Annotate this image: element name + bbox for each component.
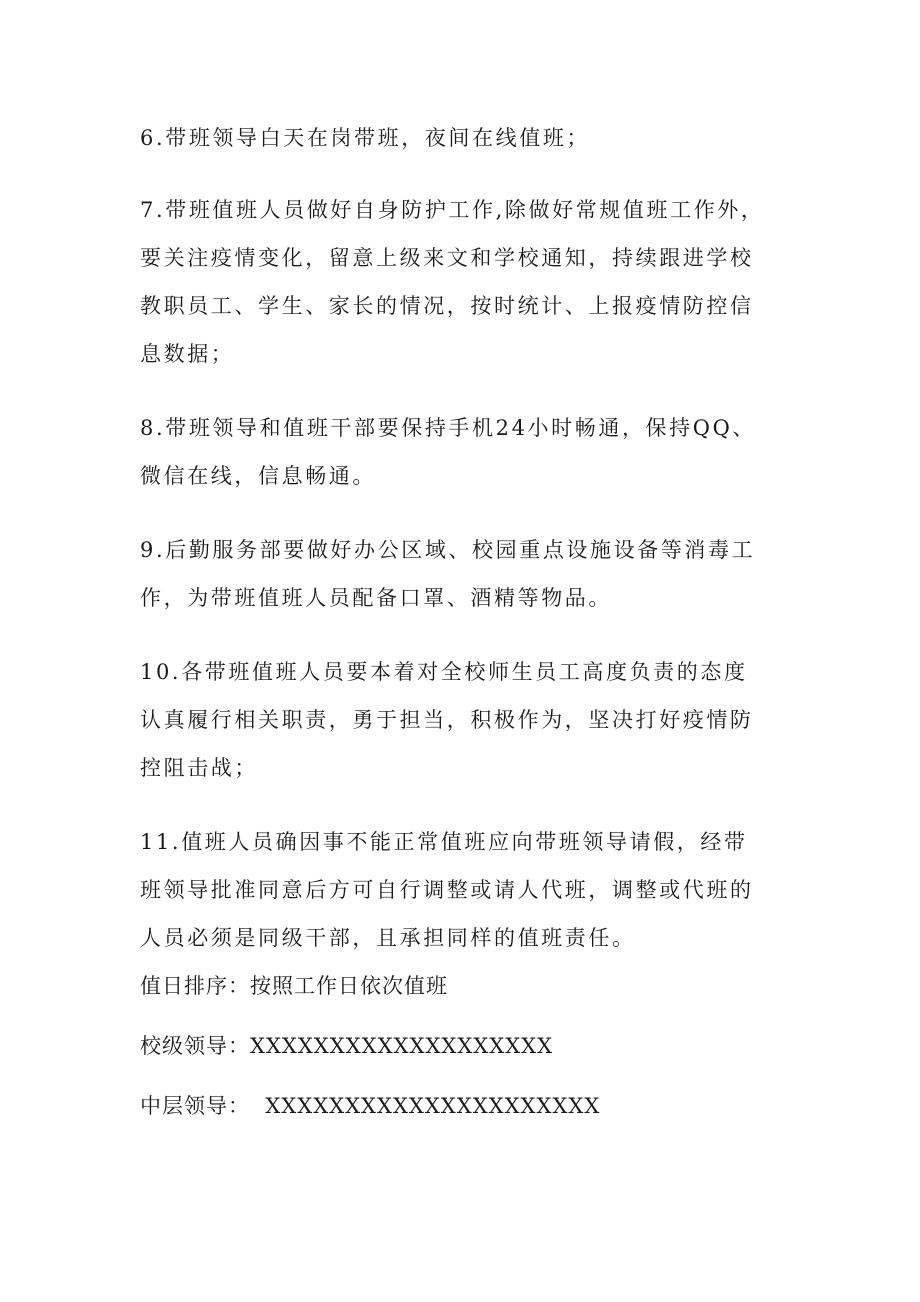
paragraph-6-line-1: 6.带班领导白天在岗带班，夜间在线值班； — [140, 126, 591, 150]
paragraph-9-line-1: 9.后勤服务部要做好办公区域、校园重点设施设备等消毒工 — [140, 538, 756, 562]
paragraph-11-line-3: 人员必须是同级干部，且承担同样的值班责任。 — [140, 926, 636, 950]
paragraph-10-line-2: 认真履行相关职责，勇于担当，积极作为，坚决打好疫情防 — [140, 708, 754, 732]
paragraph-10-line-1: 10.各带班值班人员要本着对全校师生员工高度负责的态度 — [140, 660, 748, 684]
paragraph-11-line-2: 班领导批准同意后方可自行调整或请人代班，调整或代班的 — [140, 878, 754, 902]
paragraph-7-line-1: 7.带班值班人员做好自身防护工作,除做好常规值班工作外， — [140, 198, 765, 222]
paragraph-9-line-2: 作，为带班值班人员配备口罩、酒精等物品。 — [140, 586, 612, 610]
paragraph-8-line-1: 8.带班领导和值班干部要保持手机24小时畅通，保持QQ、 — [140, 416, 756, 440]
duty-order-line: 值日排序：按照工作日依次值班 — [140, 974, 448, 998]
paragraph-10-line-3: 控阻击战； — [140, 756, 258, 780]
paragraph-7-line-2: 要关注疫情变化，留意上级来文和学校通知，持续跟进学校 — [140, 246, 754, 270]
paragraph-8-line-2: 微信在线，信息畅通。 — [140, 464, 376, 488]
school-leader-line: 校级领导：XXXXXXXXXXXXXXXXXXX — [140, 1034, 554, 1058]
middle-leader-line: 中层领导： XXXXXXXXXXXXXXXXXXXXX — [140, 1094, 601, 1118]
paragraph-7-line-4: 息数据； — [140, 342, 235, 366]
paragraph-7-line-3: 教职员工、学生、家长的情况，按时统计、上报疫情防控信 — [140, 294, 754, 318]
paragraph-11-line-1: 11.值班人员确因事不能正常值班应向带班领导请假，经带 — [140, 830, 748, 854]
